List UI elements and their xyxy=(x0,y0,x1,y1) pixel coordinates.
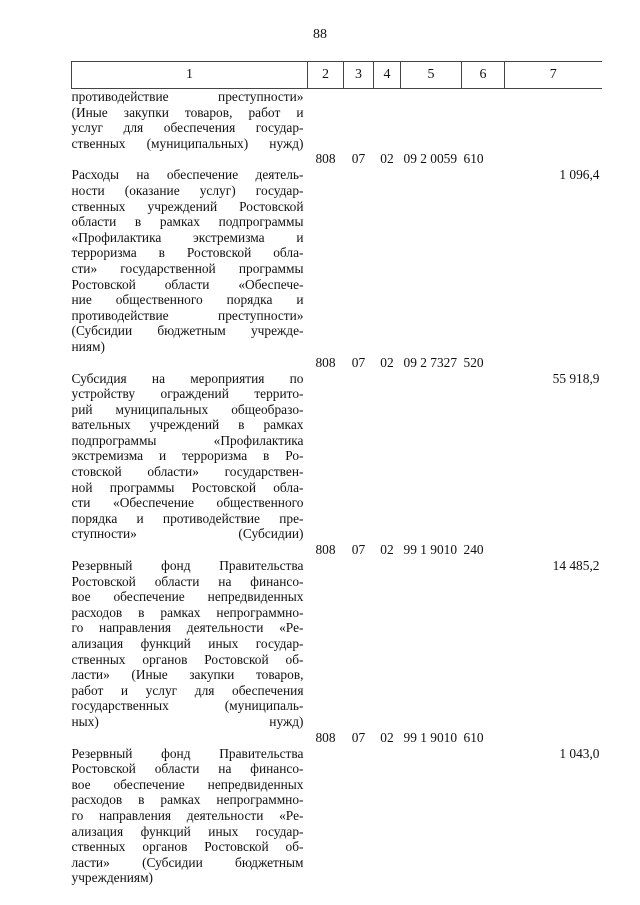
header-col-5: 5 xyxy=(401,62,462,89)
row-description: Резервный фонд Правительства Ростовской области на финансо- вое обеспечение непредвиденных расходов в рамках непрограммно- го направления деятельности «Ре- ализация функций иных государ- ственных органов Ростовской об- ласти» (Иные закупки товаров, работ и услуг для обеспечения государственных (муниципаль- ных) нужд) xyxy=(71,558,304,729)
row-col-3 xyxy=(344,89,374,152)
row-amount: 1 043,0 xyxy=(559,745,600,761)
row-description: Расходы на обеспечение деятель- ности (оказание услуг) государ- ственных учреждений Ростовской области в рамках подпрограммы «Профилактика экстремизма и терроризма в Ростовской обла- сти» государственной программы Ростовской области «Обеспече- ние общественного порядка и противодействие преступности» (Субсидии бюджетным учрежде- ниям) xyxy=(71,167,304,354)
row-col-3: 07 xyxy=(351,354,366,370)
header-col-4: 4 xyxy=(374,62,401,89)
row-col-4: 02 xyxy=(380,542,394,558)
row-col-3: 07 xyxy=(351,542,366,558)
row-col-6: 240 xyxy=(463,542,484,558)
row-col-5 xyxy=(401,89,462,152)
table-row xyxy=(72,355,602,543)
row-col-4: 02 xyxy=(380,151,394,167)
header-col-2: 2 xyxy=(308,62,344,89)
row-col-2: 808 xyxy=(315,729,336,745)
header-col-1: 1 xyxy=(72,62,308,89)
row-col-5: 99 1 9010 xyxy=(403,729,458,745)
row-col-6: 520 xyxy=(463,354,484,370)
row-description: противодействие преступности» (Иные закупки товаров, работ и услуг для обеспечения государ- ственных (муниципальных) нужд) xyxy=(71,89,304,151)
row-col-4: 02 xyxy=(380,354,394,370)
row-col-5: 09 2 0059 xyxy=(403,151,458,167)
header-col-6: 6 xyxy=(462,62,505,89)
row-amount xyxy=(505,89,602,152)
header-col-7: 7 xyxy=(505,62,602,89)
table-row xyxy=(72,151,602,354)
row-col-3: 07 xyxy=(351,729,366,745)
row-col-2: 808 xyxy=(315,542,336,558)
table-row xyxy=(72,730,602,886)
row-col-4 xyxy=(374,89,401,152)
page-number: 88 xyxy=(313,27,327,42)
header-col-3: 3 xyxy=(344,62,374,89)
budget-table xyxy=(71,61,602,886)
row-col-4: 02 xyxy=(380,729,394,745)
row-col-6 xyxy=(462,89,505,152)
row-amount: 1 096,4 xyxy=(559,167,600,183)
row-col-5: 99 1 9010 xyxy=(403,542,458,558)
row-col-3: 07 xyxy=(351,151,366,167)
table-header-row xyxy=(72,62,602,89)
row-description: Субсидия на мероприятия по устройству ограждений террито- рий муниципальных общеобразо- вательных учреждений в рамках подпрограммы «Профилактика экстремизма и терроризма в Ро- стовской области» государствен- ной программы Ростовской обла- сти «Обеспечение общественного порядка и противодействие пре- ступности» (Субсидии) xyxy=(71,370,304,542)
table-row xyxy=(72,542,602,730)
table-row xyxy=(72,89,602,152)
row-col-5: 09 2 7327 xyxy=(403,354,458,370)
row-amount: 14 485,2 xyxy=(552,558,600,574)
row-col-2 xyxy=(308,89,344,152)
row-col-2: 808 xyxy=(315,151,336,167)
row-col-2: 808 xyxy=(315,354,336,370)
row-col-6: 610 xyxy=(463,151,484,167)
row-description: Резервный фонд Правительства Ростовской области на финансо- вое обеспечение непредвиденных расходов в рамках непрограммно- го направления деятельности «Ре- ализация функций иных государ- ственных органов Ростовской об- ласти» (Субсидии бюджетным учреждениям) xyxy=(71,745,304,886)
row-amount: 55 918,9 xyxy=(552,370,600,386)
row-col-6: 610 xyxy=(463,729,484,745)
